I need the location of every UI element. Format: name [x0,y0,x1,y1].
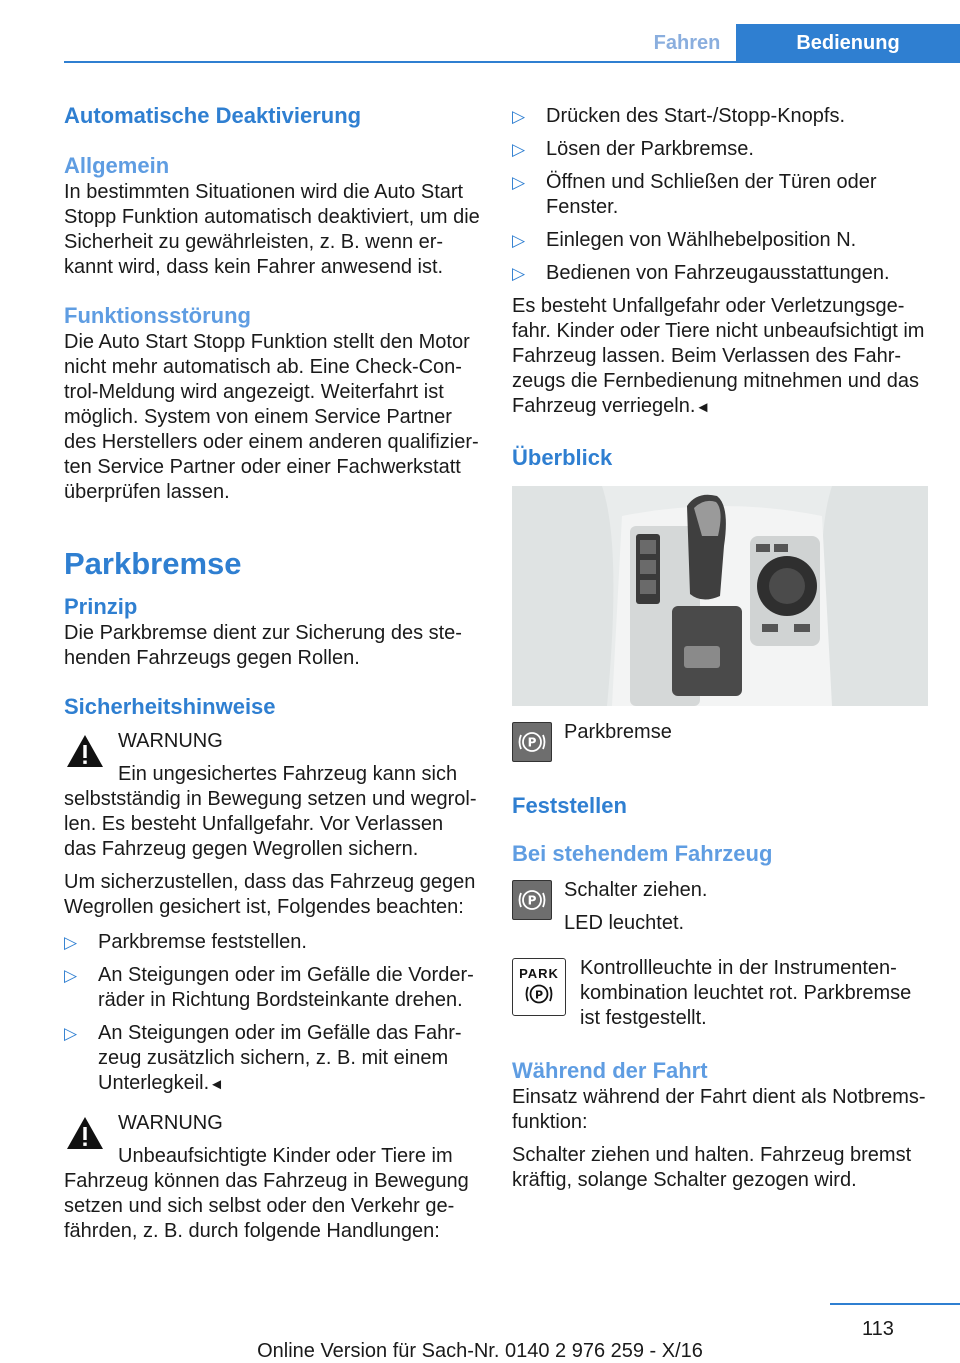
heading-ueberblick: Überblick [512,445,613,470]
warning-2-text-start: Unbeaufsichtigte Kinder oder Tiere im [118,1145,453,1167]
warning-1-text-start: Ein ungesichertes Fahrzeug kann sich [118,763,458,785]
footer-online-version: Online Version für Sach-Nr. 0140 2 976 259 - X/16 [257,1340,703,1362]
parking-brake-switch-icon [512,880,552,920]
list-item: ▷ Einlegen von Wählhebelposition N. [512,229,857,251]
list-item: ▷ Parkbremse feststellen. [64,931,307,953]
page-number: 113 [862,1318,894,1340]
svg-text:P: P [534,988,544,1002]
warning-block-2 [64,1111,480,1169]
footer-rule [830,1303,960,1305]
end-mark-icon: ◄ [695,399,711,416]
heading-funktionsstoerung: Funktionsstörung [64,303,251,328]
warning-triangle-icon [64,1113,106,1155]
heading-parkbremse: Parkbremse [64,546,242,581]
kontroll-row [512,958,932,1031]
console-photo [512,486,928,706]
paragraph-unfallgefahr: Es besteht Unfallgefahr oder Verletzungsge-fahr. Kinder oder Tiere nicht unbeaufsichtigt im Fahrzeug lassen. Beim Verlassen des Fahr-zeugs die Fernbedienung mitnehmen und das Fahrzeug verriegeln.◄ [512,295,925,417]
text-led-leuchtet: LED leuchtet. [564,912,685,934]
paragraph-funktionsstoerung: Die Auto Start Stopp Funktion stellt den Motor nicht mehr automatisch ab. Eine Check-Con-trol-Meldung wird angezeigt. Weiterfahrt ist möglich. System von einem Service Partner des Herstellers oder einem anderen qualifizier-ten Service Partner oder einer Fachwerkstatt überprüfen lassen. [64,331,479,503]
triangle-bullet-icon: ▷ [512,140,526,159]
paragraph-allgemein: In bestimmten Situationen wird die Auto Start Stopp Funktion automatisch deaktiviert, um die Sicherheit zu gewährleisten, z. B. wenn er-kannt wird, dass kein Fahrer anwesend ist. [64,181,480,278]
caption-parkbremse: Parkbremse [564,721,672,743]
park-warning-lamp-icon: PARK P [512,958,566,1016]
right-column [512,100,932,1193]
caption-row [512,722,932,762]
warning-1-text-rest: selbstständig in Bewegung setzen und wegrol-len. Es besteht Unfallgefahr. Vor Verlassen das Fahrzeug gegen Wegrollen sichern. [64,788,477,860]
parking-brake-switch-icon [512,722,552,762]
warning-triangle-icon [64,731,106,773]
triangle-bullet-icon: ▷ [64,966,78,985]
list-item: ▷ Lösen der Parkbremse. [512,138,754,160]
text-schalter-ziehen: Schalter ziehen. [564,879,708,901]
heading-prinzip: Prinzip [64,594,138,619]
list-item: ▷ An Steigungen oder im Gefälle das Fahr-zeug zusätzlich sichern, z. B. mit einem Unterlegkeil.◄ [64,1022,462,1094]
triangle-bullet-icon: ▷ [512,264,526,283]
heading-waehrend-der-fahrt: Während der Fahrt [512,1058,708,1083]
triangle-bullet-icon: ▷ [512,231,526,250]
schalter-row [512,880,932,936]
list-item: ▷ Drücken des Start-/Stopp-Knopfs. [512,105,846,127]
heading-auto-deaktivierung: Automatische Deaktivierung [64,103,362,128]
svg-text:P: P [527,893,537,908]
warning-1-label: WARNUNG [118,730,223,752]
list-handlungen [512,104,932,286]
end-mark-icon: ◄ [209,1076,225,1093]
list-item: ▷ Bedienen von Fahrzeugausstattungen. [512,262,890,284]
heading-stehendes-fahrzeug: Bei stehendem Fahrzeug [512,841,773,866]
triangle-bullet-icon: ▷ [64,1024,78,1043]
warning-2-text-rest: Fahrzeug können das Fahrzeug in Bewegung setzen und sich selbst oder den Verkehr ge-fährden, z. B. durch folgende Handlungen: [64,1170,469,1242]
header-chapter-tab: Bedienung [736,24,960,62]
warning-2-label: WARNUNG [118,1112,223,1134]
header-section-tab: Fahren [653,31,721,54]
paragraph-schalter-halten: Schalter ziehen und halten. Fahrzeug bremst kräftig, solange Schalter gezogen wird. [512,1144,912,1191]
heading-sicherheitshinweise: Sicherheitshinweise [64,694,276,719]
paragraph-sicherstellen: Um sicherzustellen, dass das Fahrzeug gegen Wegrollen gesichert ist, Folgendes beachten: [64,871,476,918]
heading-allgemein: Allgemein [64,153,170,178]
warning-block-1 [64,729,480,787]
svg-text:P: P [527,735,537,750]
list-item: ▷ Öffnen und Schließen der Türen oder Fenster. [512,171,877,218]
paragraph-prinzip: Die Parkbremse dient zur Sicherung des ste-henden Fahrzeugs gegen Rollen. [64,622,462,669]
triangle-bullet-icon: ▷ [64,933,78,952]
heading-feststellen: Feststellen [512,793,627,818]
header-rule [64,61,960,63]
list-item: ▷ An Steigungen oder im Gefälle die Vorder-räder in Richtung Bordsteinkante drehen. [64,964,474,1011]
left-column [64,100,480,1244]
paragraph-kontrollleuchte: Kontrollleuchte in der Instrumenten-kombination leuchtet rot. Parkbremse ist festgestellt. [580,957,912,1029]
triangle-bullet-icon: ▷ [512,173,526,192]
center-console-image [512,486,928,706]
paragraph-notbremsfunktion: Einsatz während der Fahrt dient als Notbrems-funktion: [512,1086,926,1133]
list-sicherung [64,930,480,1097]
triangle-bullet-icon: ▷ [512,107,526,126]
